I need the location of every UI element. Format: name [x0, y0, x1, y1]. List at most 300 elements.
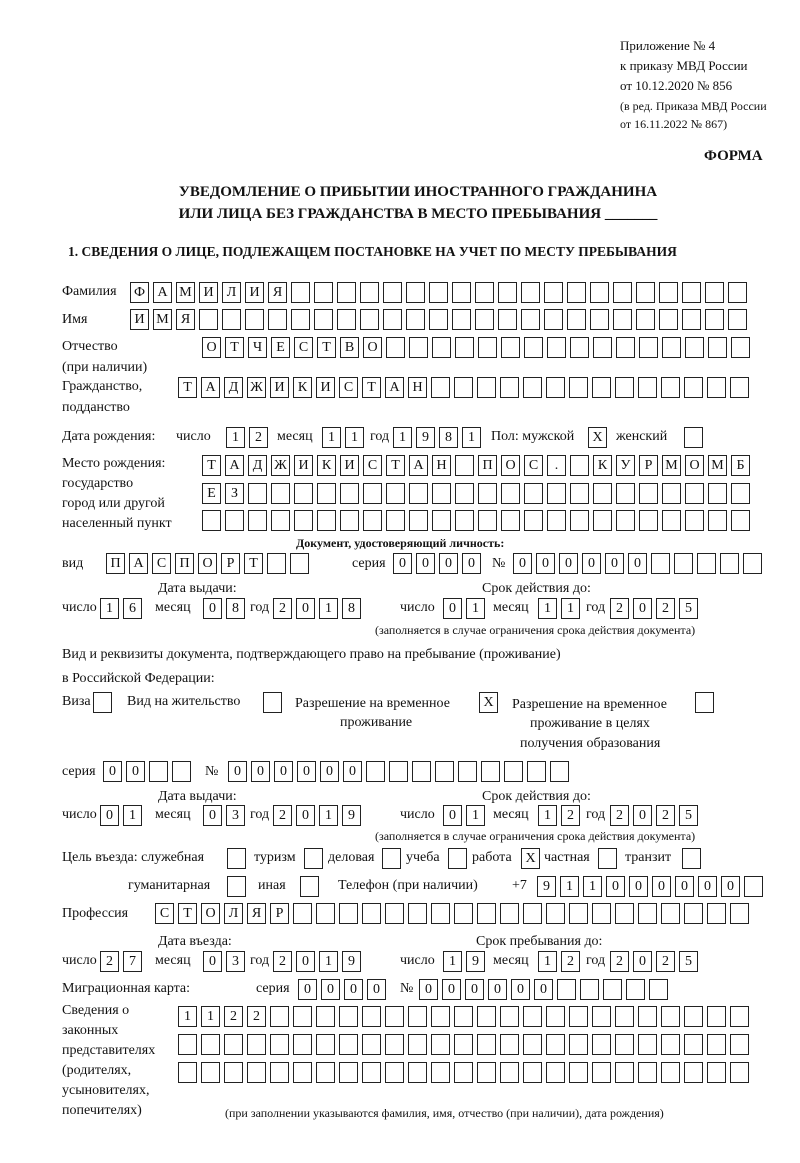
- char-cell[interactable]: 1: [178, 1006, 197, 1027]
- char-cell[interactable]: А: [225, 455, 244, 476]
- char-cell[interactable]: И: [340, 455, 359, 476]
- char-cell[interactable]: [570, 455, 589, 476]
- char-cell[interactable]: [523, 903, 542, 924]
- char-cell[interactable]: [728, 309, 747, 330]
- char-cell[interactable]: [661, 1034, 680, 1055]
- purpose-study-checkbox[interactable]: [448, 848, 467, 869]
- purpose-service-checkbox[interactable]: [227, 848, 246, 869]
- char-cell[interactable]: [603, 979, 622, 1000]
- char-cell[interactable]: [293, 1006, 312, 1027]
- char-cell[interactable]: [290, 553, 309, 574]
- char-cell[interactable]: [366, 761, 385, 782]
- char-cell[interactable]: 5: [679, 598, 698, 619]
- char-cell[interactable]: 0: [534, 979, 553, 1000]
- char-cell[interactable]: [569, 1034, 588, 1055]
- char-cell[interactable]: 1: [345, 427, 364, 448]
- edu-permit-checkbox[interactable]: [695, 692, 714, 713]
- char-cell[interactable]: 8: [226, 598, 245, 619]
- char-cell[interactable]: [475, 282, 494, 303]
- char-cell[interactable]: [580, 979, 599, 1000]
- char-cell[interactable]: [684, 1034, 703, 1055]
- char-cell[interactable]: 0: [536, 553, 555, 574]
- char-cell[interactable]: [615, 377, 634, 398]
- char-cell[interactable]: П: [175, 553, 194, 574]
- char-cell[interactable]: [638, 1062, 657, 1083]
- char-cell[interactable]: [731, 510, 750, 531]
- char-cell[interactable]: Е: [202, 483, 221, 504]
- char-cell[interactable]: 1: [443, 951, 462, 972]
- char-cell[interactable]: [500, 377, 519, 398]
- char-cell[interactable]: [477, 1062, 496, 1083]
- char-cell[interactable]: 0: [698, 876, 717, 897]
- char-cell[interactable]: Т: [244, 553, 263, 574]
- char-cell[interactable]: [294, 483, 313, 504]
- char-cell[interactable]: [636, 309, 655, 330]
- char-cell[interactable]: Ж: [271, 455, 290, 476]
- char-cell[interactable]: [547, 337, 566, 358]
- char-cell[interactable]: 1: [466, 805, 485, 826]
- char-cell[interactable]: [638, 377, 657, 398]
- char-cell[interactable]: 2: [561, 951, 580, 972]
- char-cell[interactable]: [452, 309, 471, 330]
- char-cell[interactable]: [731, 483, 750, 504]
- char-cell[interactable]: [408, 1034, 427, 1055]
- char-cell[interactable]: О: [198, 553, 217, 574]
- char-cell[interactable]: [271, 483, 290, 504]
- char-cell[interactable]: [544, 309, 563, 330]
- char-cell[interactable]: И: [245, 282, 264, 303]
- char-cell[interactable]: [593, 483, 612, 504]
- char-cell[interactable]: 0: [297, 761, 316, 782]
- char-cell[interactable]: Е: [271, 337, 290, 358]
- char-cell[interactable]: [569, 1006, 588, 1027]
- char-cell[interactable]: [500, 1062, 519, 1083]
- char-cell[interactable]: [270, 1062, 289, 1083]
- char-cell[interactable]: [432, 483, 451, 504]
- char-cell[interactable]: [592, 1006, 611, 1027]
- char-cell[interactable]: [478, 483, 497, 504]
- char-cell[interactable]: [383, 282, 402, 303]
- char-cell[interactable]: 0: [465, 979, 484, 1000]
- char-cell[interactable]: [339, 1062, 358, 1083]
- char-cell[interactable]: [567, 282, 586, 303]
- char-cell[interactable]: [452, 282, 471, 303]
- char-cell[interactable]: 1: [538, 951, 557, 972]
- char-cell[interactable]: 0: [321, 979, 340, 1000]
- char-cell[interactable]: [172, 761, 191, 782]
- char-cell[interactable]: [708, 510, 727, 531]
- char-cell[interactable]: 0: [582, 553, 601, 574]
- char-cell[interactable]: [248, 510, 267, 531]
- char-cell[interactable]: 9: [537, 876, 556, 897]
- char-cell[interactable]: [270, 1034, 289, 1055]
- char-cell[interactable]: [544, 282, 563, 303]
- char-cell[interactable]: 9: [416, 427, 435, 448]
- char-cell[interactable]: 3: [226, 951, 245, 972]
- char-cell[interactable]: Т: [362, 377, 381, 398]
- char-cell[interactable]: 2: [224, 1006, 243, 1027]
- char-cell[interactable]: [626, 979, 645, 1000]
- char-cell[interactable]: 0: [416, 553, 435, 574]
- char-cell[interactable]: 0: [559, 553, 578, 574]
- char-cell[interactable]: А: [153, 282, 172, 303]
- char-cell[interactable]: [409, 510, 428, 531]
- char-cell[interactable]: [337, 309, 356, 330]
- char-cell[interactable]: К: [593, 455, 612, 476]
- char-cell[interactable]: [363, 510, 382, 531]
- char-cell[interactable]: 1: [100, 598, 119, 619]
- char-cell[interactable]: [547, 483, 566, 504]
- char-cell[interactable]: [730, 377, 749, 398]
- char-cell[interactable]: [569, 1062, 588, 1083]
- char-cell[interactable]: [523, 1062, 542, 1083]
- char-cell[interactable]: [316, 1006, 335, 1027]
- char-cell[interactable]: И: [316, 377, 335, 398]
- char-cell[interactable]: [661, 1062, 680, 1083]
- char-cell[interactable]: 1: [393, 427, 412, 448]
- char-cell[interactable]: К: [293, 377, 312, 398]
- char-cell[interactable]: [455, 337, 474, 358]
- char-cell[interactable]: [708, 483, 727, 504]
- char-cell[interactable]: [316, 1062, 335, 1083]
- char-cell[interactable]: [406, 282, 425, 303]
- char-cell[interactable]: [685, 510, 704, 531]
- char-cell[interactable]: 0: [203, 805, 222, 826]
- char-cell[interactable]: [592, 1062, 611, 1083]
- char-cell[interactable]: [500, 1006, 519, 1027]
- char-cell[interactable]: [651, 553, 670, 574]
- char-cell[interactable]: 0: [126, 761, 145, 782]
- char-cell[interactable]: 0: [439, 553, 458, 574]
- char-cell[interactable]: [481, 761, 500, 782]
- char-cell[interactable]: З: [225, 483, 244, 504]
- char-cell[interactable]: [431, 1062, 450, 1083]
- char-cell[interactable]: П: [478, 455, 497, 476]
- char-cell[interactable]: О: [201, 903, 220, 924]
- char-cell[interactable]: [362, 1034, 381, 1055]
- char-cell[interactable]: 2: [273, 951, 292, 972]
- char-cell[interactable]: М: [153, 309, 172, 330]
- char-cell[interactable]: [455, 483, 474, 504]
- char-cell[interactable]: [454, 1062, 473, 1083]
- char-cell[interactable]: Л: [222, 282, 241, 303]
- char-cell[interactable]: [293, 1062, 312, 1083]
- char-cell[interactable]: [546, 377, 565, 398]
- char-cell[interactable]: Т: [317, 337, 336, 358]
- purpose-transit-checkbox[interactable]: [682, 848, 701, 869]
- char-cell[interactable]: О: [202, 337, 221, 358]
- char-cell[interactable]: [360, 309, 379, 330]
- char-cell[interactable]: 2: [273, 598, 292, 619]
- char-cell[interactable]: [478, 510, 497, 531]
- char-cell[interactable]: [744, 876, 763, 897]
- char-cell[interactable]: [570, 510, 589, 531]
- char-cell[interactable]: [705, 309, 724, 330]
- char-cell[interactable]: [615, 1034, 634, 1055]
- char-cell[interactable]: [546, 1034, 565, 1055]
- char-cell[interactable]: Р: [639, 455, 658, 476]
- char-cell[interactable]: [431, 1034, 450, 1055]
- char-cell[interactable]: [728, 282, 747, 303]
- char-cell[interactable]: И: [199, 282, 218, 303]
- char-cell[interactable]: [730, 1006, 749, 1027]
- char-cell[interactable]: [707, 1006, 726, 1027]
- char-cell[interactable]: М: [662, 455, 681, 476]
- char-cell[interactable]: [639, 337, 658, 358]
- char-cell[interactable]: 2: [610, 805, 629, 826]
- char-cell[interactable]: [523, 1034, 542, 1055]
- char-cell[interactable]: [593, 510, 612, 531]
- char-cell[interactable]: [340, 483, 359, 504]
- char-cell[interactable]: [684, 903, 703, 924]
- char-cell[interactable]: 0: [103, 761, 122, 782]
- char-cell[interactable]: 0: [606, 876, 625, 897]
- char-cell[interactable]: [662, 337, 681, 358]
- char-cell[interactable]: 1: [583, 876, 602, 897]
- char-cell[interactable]: [201, 1034, 220, 1055]
- char-cell[interactable]: 2: [100, 951, 119, 972]
- char-cell[interactable]: [524, 483, 543, 504]
- char-cell[interactable]: [222, 309, 241, 330]
- char-cell[interactable]: Т: [386, 455, 405, 476]
- char-cell[interactable]: [409, 337, 428, 358]
- char-cell[interactable]: С: [152, 553, 171, 574]
- char-cell[interactable]: [682, 309, 701, 330]
- char-cell[interactable]: А: [129, 553, 148, 574]
- char-cell[interactable]: Я: [268, 282, 287, 303]
- char-cell[interactable]: С: [363, 455, 382, 476]
- char-cell[interactable]: [546, 903, 565, 924]
- char-cell[interactable]: 1: [201, 1006, 220, 1027]
- char-cell[interactable]: [316, 903, 335, 924]
- char-cell[interactable]: [362, 1006, 381, 1027]
- char-cell[interactable]: [524, 337, 543, 358]
- char-cell[interactable]: [501, 337, 520, 358]
- char-cell[interactable]: О: [685, 455, 704, 476]
- char-cell[interactable]: 0: [633, 598, 652, 619]
- char-cell[interactable]: 1: [466, 598, 485, 619]
- char-cell[interactable]: 1: [319, 598, 338, 619]
- char-cell[interactable]: [224, 1034, 243, 1055]
- char-cell[interactable]: [201, 1062, 220, 1083]
- char-cell[interactable]: 0: [274, 761, 293, 782]
- char-cell[interactable]: 0: [203, 598, 222, 619]
- char-cell[interactable]: [291, 282, 310, 303]
- char-cell[interactable]: [592, 903, 611, 924]
- char-cell[interactable]: [504, 761, 523, 782]
- char-cell[interactable]: 2: [610, 951, 629, 972]
- char-cell[interactable]: 0: [488, 979, 507, 1000]
- char-cell[interactable]: [432, 337, 451, 358]
- char-cell[interactable]: [613, 309, 632, 330]
- char-cell[interactable]: Т: [202, 455, 221, 476]
- char-cell[interactable]: .: [547, 455, 566, 476]
- char-cell[interactable]: [477, 903, 496, 924]
- char-cell[interactable]: [501, 510, 520, 531]
- char-cell[interactable]: [149, 761, 168, 782]
- char-cell[interactable]: [412, 761, 431, 782]
- char-cell[interactable]: 1: [123, 805, 142, 826]
- char-cell[interactable]: 0: [652, 876, 671, 897]
- purpose-tourism-checkbox[interactable]: [304, 848, 323, 869]
- char-cell[interactable]: [616, 337, 635, 358]
- char-cell[interactable]: Т: [178, 377, 197, 398]
- char-cell[interactable]: 0: [296, 598, 315, 619]
- char-cell[interactable]: С: [155, 903, 174, 924]
- char-cell[interactable]: [386, 483, 405, 504]
- char-cell[interactable]: 0: [511, 979, 530, 1000]
- char-cell[interactable]: [247, 1034, 266, 1055]
- char-cell[interactable]: Я: [176, 309, 195, 330]
- char-cell[interactable]: [662, 483, 681, 504]
- char-cell[interactable]: [523, 377, 542, 398]
- char-cell[interactable]: [362, 903, 381, 924]
- char-cell[interactable]: О: [363, 337, 382, 358]
- char-cell[interactable]: 0: [443, 598, 462, 619]
- char-cell[interactable]: И: [294, 455, 313, 476]
- char-cell[interactable]: [455, 455, 474, 476]
- sex-female-checkbox[interactable]: [684, 427, 703, 448]
- char-cell[interactable]: В: [340, 337, 359, 358]
- char-cell[interactable]: Т: [225, 337, 244, 358]
- char-cell[interactable]: 2: [561, 805, 580, 826]
- char-cell[interactable]: [639, 483, 658, 504]
- char-cell[interactable]: [638, 1006, 657, 1027]
- char-cell[interactable]: [293, 1034, 312, 1055]
- char-cell[interactable]: 0: [298, 979, 317, 1000]
- char-cell[interactable]: [659, 282, 678, 303]
- char-cell[interactable]: А: [409, 455, 428, 476]
- char-cell[interactable]: [291, 309, 310, 330]
- char-cell[interactable]: [590, 282, 609, 303]
- char-cell[interactable]: 0: [605, 553, 624, 574]
- purpose-business-checkbox[interactable]: [382, 848, 401, 869]
- char-cell[interactable]: [501, 483, 520, 504]
- char-cell[interactable]: 0: [203, 951, 222, 972]
- purpose-work-checkbox[interactable]: X: [521, 848, 540, 869]
- char-cell[interactable]: 0: [100, 805, 119, 826]
- char-cell[interactable]: [592, 377, 611, 398]
- char-cell[interactable]: 1: [462, 427, 481, 448]
- char-cell[interactable]: 2: [273, 805, 292, 826]
- sex-male-checkbox[interactable]: X: [588, 427, 607, 448]
- char-cell[interactable]: 1: [538, 598, 557, 619]
- char-cell[interactable]: [386, 510, 405, 531]
- char-cell[interactable]: И: [270, 377, 289, 398]
- char-cell[interactable]: [685, 483, 704, 504]
- purpose-humanitarian-checkbox[interactable]: [227, 876, 246, 897]
- char-cell[interactable]: 0: [442, 979, 461, 1000]
- char-cell[interactable]: [293, 903, 312, 924]
- char-cell[interactable]: [697, 553, 716, 574]
- purpose-other-checkbox[interactable]: [300, 876, 319, 897]
- char-cell[interactable]: 1: [226, 427, 245, 448]
- char-cell[interactable]: 0: [343, 761, 362, 782]
- char-cell[interactable]: [478, 337, 497, 358]
- char-cell[interactable]: У: [616, 455, 635, 476]
- char-cell[interactable]: [454, 1006, 473, 1027]
- char-cell[interactable]: П: [106, 553, 125, 574]
- char-cell[interactable]: [705, 282, 724, 303]
- char-cell[interactable]: [406, 309, 425, 330]
- char-cell[interactable]: [432, 510, 451, 531]
- char-cell[interactable]: [225, 510, 244, 531]
- char-cell[interactable]: 0: [296, 805, 315, 826]
- char-cell[interactable]: [339, 1006, 358, 1027]
- char-cell[interactable]: 0: [320, 761, 339, 782]
- char-cell[interactable]: 8: [439, 427, 458, 448]
- char-cell[interactable]: [498, 309, 517, 330]
- char-cell[interactable]: [248, 483, 267, 504]
- char-cell[interactable]: [454, 377, 473, 398]
- char-cell[interactable]: Б: [731, 455, 750, 476]
- char-cell[interactable]: [659, 309, 678, 330]
- char-cell[interactable]: [271, 510, 290, 531]
- char-cell[interactable]: [385, 1006, 404, 1027]
- char-cell[interactable]: Ж: [247, 377, 266, 398]
- char-cell[interactable]: [523, 1006, 542, 1027]
- char-cell[interactable]: [408, 903, 427, 924]
- char-cell[interactable]: [389, 761, 408, 782]
- char-cell[interactable]: [454, 1034, 473, 1055]
- char-cell[interactable]: [521, 309, 540, 330]
- char-cell[interactable]: 2: [247, 1006, 266, 1027]
- char-cell[interactable]: [178, 1062, 197, 1083]
- char-cell[interactable]: [570, 483, 589, 504]
- char-cell[interactable]: [178, 1034, 197, 1055]
- char-cell[interactable]: 2: [656, 598, 675, 619]
- char-cell[interactable]: [385, 1062, 404, 1083]
- char-cell[interactable]: [477, 1034, 496, 1055]
- char-cell[interactable]: 2: [656, 805, 675, 826]
- char-cell[interactable]: [202, 510, 221, 531]
- char-cell[interactable]: 0: [675, 876, 694, 897]
- char-cell[interactable]: [567, 309, 586, 330]
- char-cell[interactable]: [199, 309, 218, 330]
- char-cell[interactable]: 8: [342, 598, 361, 619]
- char-cell[interactable]: [662, 510, 681, 531]
- char-cell[interactable]: [224, 1062, 243, 1083]
- char-cell[interactable]: [454, 903, 473, 924]
- char-cell[interactable]: 0: [251, 761, 270, 782]
- char-cell[interactable]: Р: [270, 903, 289, 924]
- char-cell[interactable]: [521, 282, 540, 303]
- char-cell[interactable]: 1: [538, 805, 557, 826]
- char-cell[interactable]: [649, 979, 668, 1000]
- char-cell[interactable]: 9: [466, 951, 485, 972]
- char-cell[interactable]: 0: [228, 761, 247, 782]
- char-cell[interactable]: [684, 377, 703, 398]
- char-cell[interactable]: [557, 979, 576, 1000]
- char-cell[interactable]: 5: [679, 951, 698, 972]
- char-cell[interactable]: Ф: [130, 282, 149, 303]
- char-cell[interactable]: 2: [249, 427, 268, 448]
- char-cell[interactable]: [268, 309, 287, 330]
- char-cell[interactable]: [638, 1034, 657, 1055]
- char-cell[interactable]: С: [294, 337, 313, 358]
- char-cell[interactable]: [458, 761, 477, 782]
- char-cell[interactable]: [455, 510, 474, 531]
- char-cell[interactable]: Р: [221, 553, 240, 574]
- char-cell[interactable]: [684, 1062, 703, 1083]
- char-cell[interactable]: [270, 1006, 289, 1027]
- char-cell[interactable]: [682, 282, 701, 303]
- char-cell[interactable]: [743, 553, 762, 574]
- char-cell[interactable]: 0: [296, 951, 315, 972]
- char-cell[interactable]: [684, 1006, 703, 1027]
- char-cell[interactable]: [385, 1034, 404, 1055]
- char-cell[interactable]: [294, 510, 313, 531]
